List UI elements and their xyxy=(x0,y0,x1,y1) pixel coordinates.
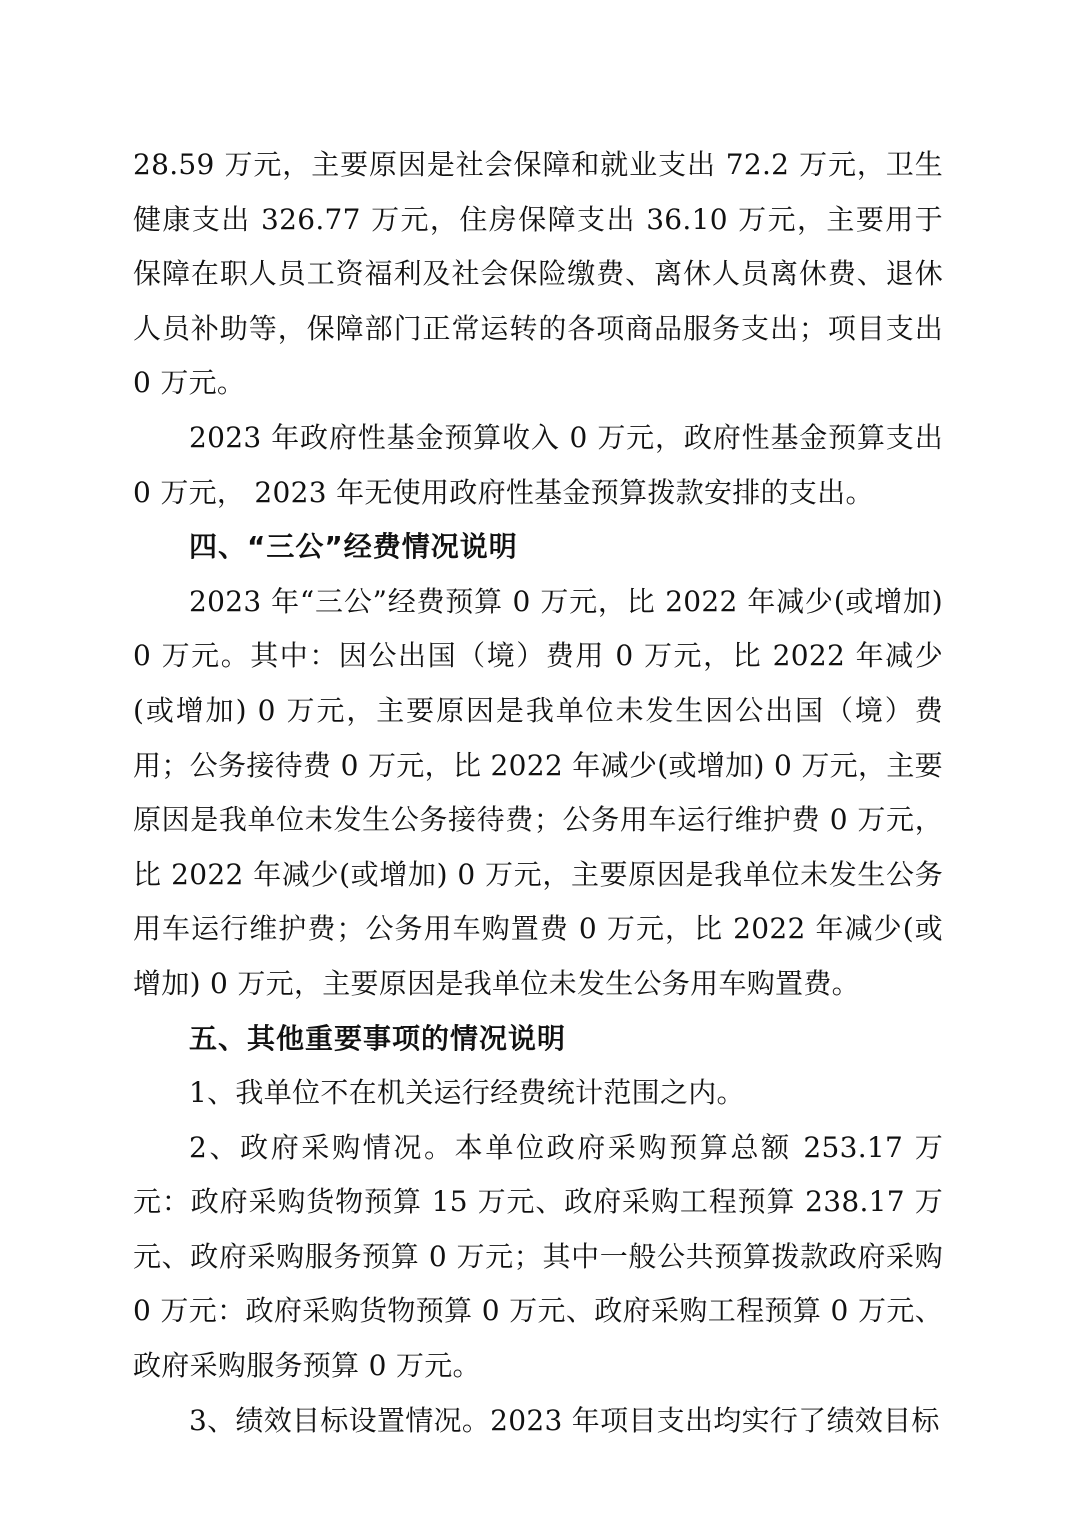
section-heading-three-public-expenses: 四、“三公”经费情况说明 xyxy=(189,530,518,564)
paragraph-government-fund-budget: 2023 年政府性基金预算收入 0 万元，政府性基金预算支出 0 万元， 2023 年无使用政府性基金预算拨款安排的支出。 xyxy=(133,420,943,509)
paragraph-three-public-expenses: 2023 年“三公”经费预算 0 万元，比 2022 年减少(或增加) 0 万元。其中：因公出国（境）费用 0 万元，比 2022 年减少(或增加) 0 万元，主要原因是我单位未发生因公出国（境）费用；公务接待费 0 万元，比 2022 年减少(或增加) 0 万元，主要原因是我单位未发生公务接待费；公务用车运行维护费 0 万元，比 2022 年减少(或增加) 0 万元，主要原因是我单位未发生公务用车运行维护费；公务用车购置费 0 万元，比 2022 年减少(或增加) 0 万元，主要原因是我单位未发生公务用车购置费。 xyxy=(133,584,943,1000)
section-heading-other-matters: 五、其他重要事项的情况说明 xyxy=(189,1021,567,1055)
paragraph-government-procurement: 2、政府采购情况。本单位政府采购预算总额 253.17 万元：政府采购货物预算 15 万元、政府采购工程预算 238.17 万元、政府采购服务预算 0 万元；其中一般公共预算拨款政府采购 0 万元：政府采购货物预算 0 万元、政府采购工程预算 0 万元、政府采购服务预算 0 万元。 xyxy=(133,1130,943,1383)
document-body xyxy=(133,138,943,1448)
paragraph-expenditure-continuation: 28.59 万元，主要原因是社会保障和就业支出 72.2 万元，卫生健康支出 326.77 万元，住房保障支出 36.10 万元，主要用于保障在职人员工资福利及社会保险缴费、离休人员离休费、退休人员补助等，保障部门正常运转的各项商品服务支出；项目支出 0 万元。 xyxy=(133,148,943,400)
paragraph-operating-expenses-scope: 1、我单位不在机关运行经费统计范围之内。 xyxy=(189,1076,745,1110)
paragraph-performance-goals: 3、绩效目标设置情况。2023 年项目支出均实行了绩效目标 xyxy=(189,1403,940,1437)
